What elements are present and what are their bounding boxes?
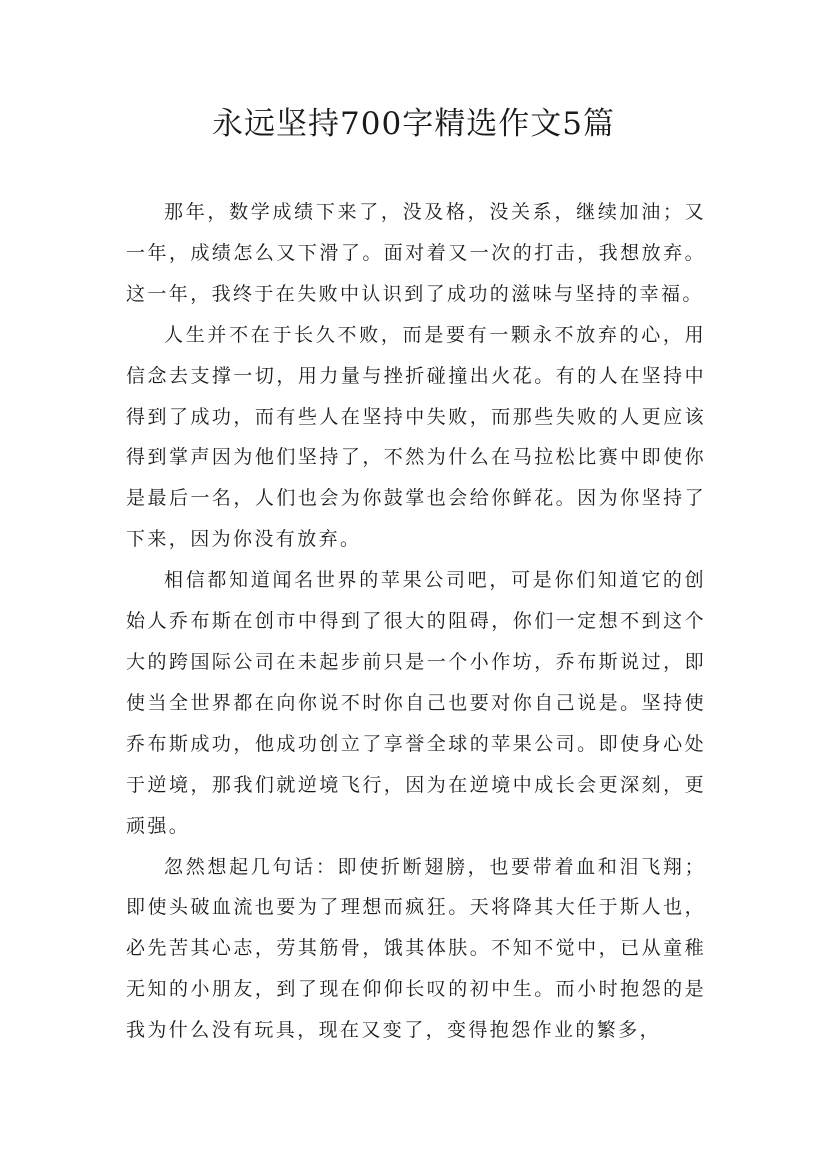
paragraph: 那年，数学成绩下来了，没及格，没关系，继续加油；又一年，成绩怎么又下滑了。面对着又一次的打击，我想放弃。这一年，我终于在失败中认识到了成功的滋味与坚持的幸福。: [126, 201, 706, 305]
document-title: 永远坚持700字精选作文5篇: [212, 106, 615, 142]
paragraph: 忽然想起几句话：即使折断翅膀，也要带着血和泪飞翔；即使头破血流也要为了理想而疯狂。天将降其大任于斯人也，必先苦其心志，劳其筋骨，饿其体肤。不知不觉中，已从童稚无知的小朋友，到了现在仰仰长叹的初中生。而小时抱怨的是我为什么没有玩具，现在又变了，变得抱怨作业的繁多，: [126, 855, 706, 1042]
paragraph: 人生并不在于长久不败，而是要有一颗永不放弃的心，用信念去支撑一切，用力量与挫折碰撞出火花。有的人在坚持中得到了成功，而有些人在坚持中失败，而那些失败的人更应该得到掌声因为他们坚持了，不然为什么在马拉松比赛中即使你是最后一名，人们也会为你鼓掌也会给你鲜花。因为你坚持了下来，因为你没有放弃。: [126, 323, 706, 551]
document-body: [126, 192, 706, 1051]
paragraph: 相信都知道闻名世界的苹果公司吧，可是你们知道它的创始人乔布斯在创市中得到了很大的阻碍，你们一定想不到这个大的跨国际公司在未起步前只是一个小作坊，乔布斯说过，即使当全世界都在向你说不时你自己也要对你自己说是。坚持使乔布斯成功，他成功创立了享誉全球的苹果公司。即使身心处于逆境，那我们就逆境飞行，因为在逆境中成长会更深刻，更顽强。: [126, 569, 706, 837]
